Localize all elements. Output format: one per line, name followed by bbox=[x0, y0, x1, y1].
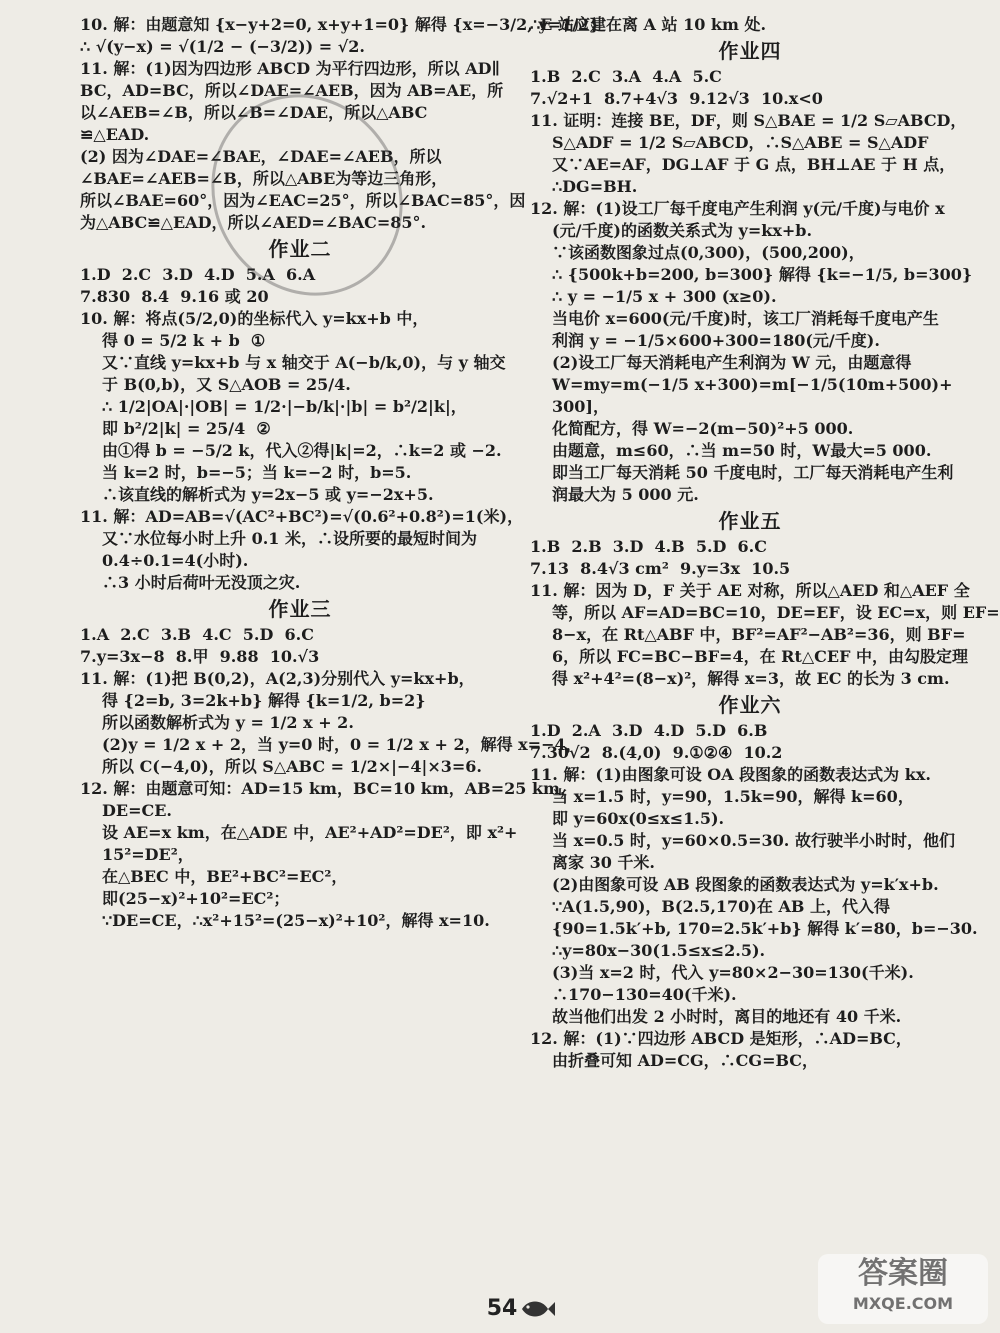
answer-line: 6，所以 FC=BC−BF=4，在 Rt△CEF 中，由勾股定理 bbox=[552, 647, 969, 666]
answer-line: ∵A(1.5,90)，B(2.5,170)在 AB 上，代入得 bbox=[552, 897, 890, 916]
answer-line: 7.y=3x−8 8.甲 9.88 10.√3 bbox=[80, 647, 320, 666]
answer-line: ∴y=80x−30(1.5≤x≤2.5). bbox=[552, 941, 766, 960]
answer-line: 10. 解：将点(5/2,0)的坐标代入 y=kx+b 中， bbox=[80, 309, 429, 328]
answer-line: 7.30√2 8.(4,0) 9.①②④ 10.2 bbox=[530, 743, 783, 762]
answer-line: ∵DE=CE，∴x²+15²=(25−x)²+10²，解得 x=10. bbox=[102, 911, 490, 930]
answer-line: 得 x²+4²=(8−x)²，解得 x=3，故 EC 的长为 3 cm. bbox=[552, 669, 950, 688]
answer-line: ∴ √(y−x) = √(1/2 − (−3/2)) = √2. bbox=[80, 37, 365, 56]
answer-line: 当 x=0.5 时，y=60×0.5=30. 故行驶半小时时，他们 bbox=[552, 831, 955, 850]
answer-line: 在△BEC 中，BE²+BC²=EC²， bbox=[102, 867, 348, 886]
answer-line: 当 x=1.5 时，y=90，1.5k=90，解得 k=60， bbox=[552, 787, 914, 806]
answer-line: 为△ABC≌△EAD，所以∠AED=∠BAC=85°. bbox=[80, 213, 427, 232]
answer-line: 1.B 2.C 3.A 4.A 5.C bbox=[530, 67, 722, 86]
site-watermark bbox=[818, 1254, 988, 1324]
answer-line: 7.13 8.4√3 cm² 9.y=3x 10.5 bbox=[530, 559, 791, 578]
answer-line: 又∵AE=AF，DG⊥AF 于 G 点，BH⊥AE 于 H 点， bbox=[552, 155, 956, 174]
right-column bbox=[530, 14, 1000, 1072]
answer-line: 1.A 2.C 3.B 4.C 5.D 6.C bbox=[80, 625, 314, 644]
page-number: 54 bbox=[486, 1296, 518, 1321]
answer-line: DE=CE. bbox=[102, 801, 172, 820]
section-heading: 作业二 bbox=[268, 237, 332, 261]
answer-line: 利润 y = −1/5×600+300=180(元/千度). bbox=[552, 331, 880, 350]
watermark-url: MXQE.COM bbox=[852, 1294, 954, 1313]
answer-line: 当电价 x=600(元/千度)时，该工厂消耗每千度电产生 bbox=[552, 309, 939, 328]
answer-line: (3)当 x=2 时，代入 y=80×2−30=130(千米). bbox=[552, 963, 914, 982]
answer-line: ∴3 小时后荷叶无没顶之灾. bbox=[102, 573, 301, 592]
answer-line: 得 {2=b, 3=2k+b} 解得 {k=1/2, b=2} bbox=[102, 691, 426, 710]
answer-line: ∴170−130=40(千米). bbox=[552, 985, 737, 1004]
answer-line: 所以 C(−4,0)，所以 S△ABC = 1/2×|−4|×3=6. bbox=[102, 757, 482, 776]
answer-line: 11. 解：因为 D，F 关于 AE 对称，所以△AED 和△AEF 全 bbox=[530, 581, 970, 600]
answer-line: ∴ {500k+b=200, b=300} 解得 {k=−1/5, b=300} bbox=[552, 265, 973, 284]
answer-line: 300]， bbox=[552, 397, 609, 416]
answer-line: 以∠AEB=∠B，所以∠B=∠DAE，所以△ABC bbox=[80, 103, 428, 122]
answer-line: ∴该直线的解析式为 y=2x−5 或 y=−2x+5. bbox=[102, 485, 434, 504]
watermark-logo-text: 答案圈 bbox=[858, 1256, 948, 1291]
answer-line: 12. 解：由题意可知：AD=15 km，BC=10 km，AB=25 km， bbox=[80, 779, 576, 798]
answer-line: 10. 解：由题意知 {x−y+2=0, x+y+1=0} 解得 {x=−3/2, y=1/2} bbox=[80, 15, 600, 34]
answer-line: (2) 因为∠DAE=∠BAE，∠DAE=∠AEB，所以 bbox=[80, 147, 442, 166]
answer-line: 11. 解：(1)由图象可设 OA 段图象的函数表达式为 kx. bbox=[530, 765, 931, 784]
answer-line: 润最大为 5 000 元. bbox=[552, 485, 699, 504]
answer-line: 11. 解：AD=AB=√(AC²+BC²)=√(0.6²+0.8²)=1(米)， bbox=[80, 507, 524, 526]
answer-line: 等，所以 AF=AD=BC=10，DE=EF，设 EC=x，则 EF= bbox=[552, 603, 1000, 622]
answer-line: ∠BAE=∠AEB=∠B，所以△ABE为等边三角形， bbox=[80, 169, 448, 188]
answer-line: 于 B(0,b)，又 S△AOB = 25/4. bbox=[102, 375, 351, 394]
answer-line: 离家 30 千米. bbox=[552, 853, 655, 872]
answer-line: 设 AE=x km，在△ADE 中，AE²+AD²=DE²，即 x²+ bbox=[102, 823, 518, 842]
answer-line: 由①得 b = −5/2 k，代入②得|k|=2，∴k=2 或 −2. bbox=[102, 441, 502, 460]
answer-line: 即 b²/2|k| = 25/4 ② bbox=[102, 419, 271, 438]
answer-line: 又∵水位每小时上升 0.1 米，∴设所要的最短时间为 bbox=[102, 529, 477, 548]
section-heading: 作业四 bbox=[718, 39, 782, 63]
answer-line: 化简配方，得 W=−2(m−50)²+5 000. bbox=[552, 419, 854, 438]
section-heading: 作业三 bbox=[268, 597, 332, 621]
answer-line: (2)y = 1/2 x + 2，当 y=0 时，0 = 1/2 x + 2，解得 x=−4， bbox=[102, 735, 582, 754]
answer-line: 由折叠可知 AD=CG，∴CG=BC， bbox=[552, 1051, 819, 1070]
answer-line: 即(25−x)²+10²=EC²； bbox=[102, 889, 290, 908]
answer-line: (元/千度)的函数关系式为 y=kx+b. bbox=[552, 221, 813, 240]
answer-line: 7.√2+1 8.7+4√3 9.12√3 10.x<0 bbox=[530, 89, 823, 108]
answer-line: S△ADF = 1/2 S▱ABCD，∴S△ABE = S△ADF bbox=[552, 133, 929, 152]
answer-line: 1.B 2.B 3.D 4.B 5.D 6.C bbox=[530, 537, 767, 556]
answer-line: 当 k=2 时，b=−5；当 k=−2 时，b=5. bbox=[102, 463, 412, 482]
answer-line: {90=1.5k′+b, 170=2.5k′+b} 解得 k′=80，b=−30. bbox=[552, 919, 978, 938]
answer-line: ∴E 站应建在离 A 站 10 km 处. bbox=[530, 15, 767, 34]
answer-line: ∴ 1/2|OA|·|OB| = 1/2·|−b/k|·|b| = b²/2|k|， bbox=[102, 397, 467, 416]
answer-line: 0.4÷0.1=4(小时). bbox=[102, 551, 249, 570]
answer-line: 所以函数解析式为 y = 1/2 x + 2. bbox=[102, 713, 354, 732]
answer-line: 12. 解：(1)∵四边形 ABCD 是矩形，∴AD=BC， bbox=[530, 1029, 912, 1048]
answer-line: (2)设工厂每天消耗电产生利润为 W 元，由题意得 bbox=[552, 353, 912, 372]
answer-line: (2)由图象可设 AB 段图象的函数表达式为 y=k′x+b. bbox=[552, 875, 939, 894]
answer-line: 由题意，m≤60，∴当 m=50 时，W最大=5 000. bbox=[552, 441, 932, 460]
answer-line: 所以∠BAE=60°，因为∠EAC=25°，所以∠BAC=85°，因 bbox=[80, 191, 526, 210]
answer-line: 即 y=60x(0≤x≤1.5). bbox=[552, 809, 725, 828]
fish-icon bbox=[520, 1297, 556, 1321]
answer-line: 7.830 8.4 9.16 或 20 bbox=[80, 287, 269, 306]
answer-line: 12. 解：(1)设工厂每千度电产生利润 y(元/千度)与电价 x bbox=[530, 199, 945, 218]
answer-line: 11. 解：(1)因为四边形 ABCD 为平行四边形，所以 AD∥ bbox=[80, 59, 500, 78]
answer-line: W=my=m(−1/5 x+300)=m[−1/5(10m+500)+ bbox=[552, 375, 953, 394]
answer-line: ∵该函数图象过点(0,300)，(500,200)， bbox=[552, 243, 865, 262]
answer-line: 1.D 2.C 3.D 4.D 5.A 6.A bbox=[80, 265, 316, 284]
answer-line: 8−x，在 Rt△ABF 中，BF²=AF²−AB²=36，则 BF= bbox=[552, 625, 966, 644]
answer-line: 又∵直线 y=kx+b 与 x 轴交于 A(−b/k,0)，与 y 轴交 bbox=[102, 353, 506, 372]
answer-line: ≌△EAD. bbox=[80, 125, 150, 144]
answer-line: ∴ y = −1/5 x + 300 (x≥0). bbox=[552, 287, 777, 306]
answer-line: 得 0 = 5/2 k + b ① bbox=[102, 331, 266, 350]
answer-line: 故当他们出发 2 小时时，离目的地还有 40 千米. bbox=[552, 1007, 902, 1026]
answer-line: 1.D 2.A 3.D 4.D 5.D 6.B bbox=[530, 721, 768, 740]
section-heading: 作业六 bbox=[718, 693, 782, 717]
answer-line: ∴DG=BH. bbox=[552, 177, 638, 196]
section-heading: 作业五 bbox=[718, 509, 782, 533]
answer-line: 11. 解：(1)把 B(0,2)，A(2,3)分别代入 y=kx+b， bbox=[80, 669, 475, 688]
answer-line: BC，AD=BC，所以∠DAE=∠AEB，因为 AB=AE，所 bbox=[80, 81, 504, 100]
answer-line: 11. 证明：连接 BE，DF，则 S△BAE = 1/2 S▱ABCD， bbox=[530, 111, 967, 130]
answer-line: 15²=DE²， bbox=[102, 845, 194, 864]
answer-line: 即当工厂每天消耗 50 千度电时，工厂每天消耗电产生利 bbox=[552, 463, 954, 482]
